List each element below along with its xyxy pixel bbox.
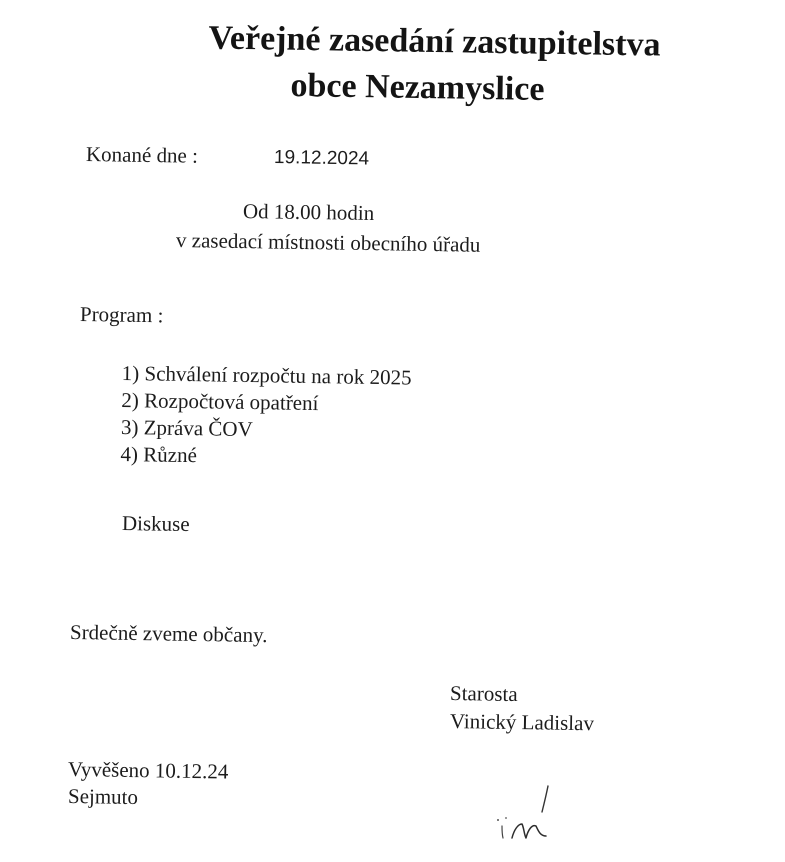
handwritten-signature bbox=[484, 778, 564, 848]
signatory-role: Starosta bbox=[449, 681, 518, 707]
program-item: 3) Zpráva ČOV bbox=[120, 414, 253, 442]
signatory-name: Vinický Ladislav bbox=[449, 709, 595, 736]
program-list bbox=[120, 360, 412, 473]
program-item: 2) Rozpočtová opatření bbox=[121, 387, 319, 416]
removed-date: Sejmuto bbox=[67, 784, 139, 810]
program-item: 1) Schválení rozpočtu na rok 2025 bbox=[121, 360, 412, 390]
meeting-date-value: 19.12.2024 bbox=[273, 147, 370, 170]
meeting-place: v zasedací místnosti obecního úřadu bbox=[175, 228, 481, 257]
invitation-text: Srdečně zveme občany. bbox=[69, 620, 268, 648]
program-discussion: Diskuse bbox=[121, 511, 190, 537]
notice-title-line2: obce Nezamyslice bbox=[290, 67, 545, 108]
meeting-date-label: Konané dne : bbox=[85, 142, 199, 168]
notice-title-line1: Veřejné zasedání zastupitelstva bbox=[208, 19, 661, 64]
meeting-time: Od 18.00 hodin bbox=[242, 199, 375, 226]
program-item: 4) Různé bbox=[120, 441, 198, 468]
program-label: Program : bbox=[79, 302, 164, 328]
posted-date: Vyvěšeno 10.12.24 bbox=[67, 757, 229, 784]
